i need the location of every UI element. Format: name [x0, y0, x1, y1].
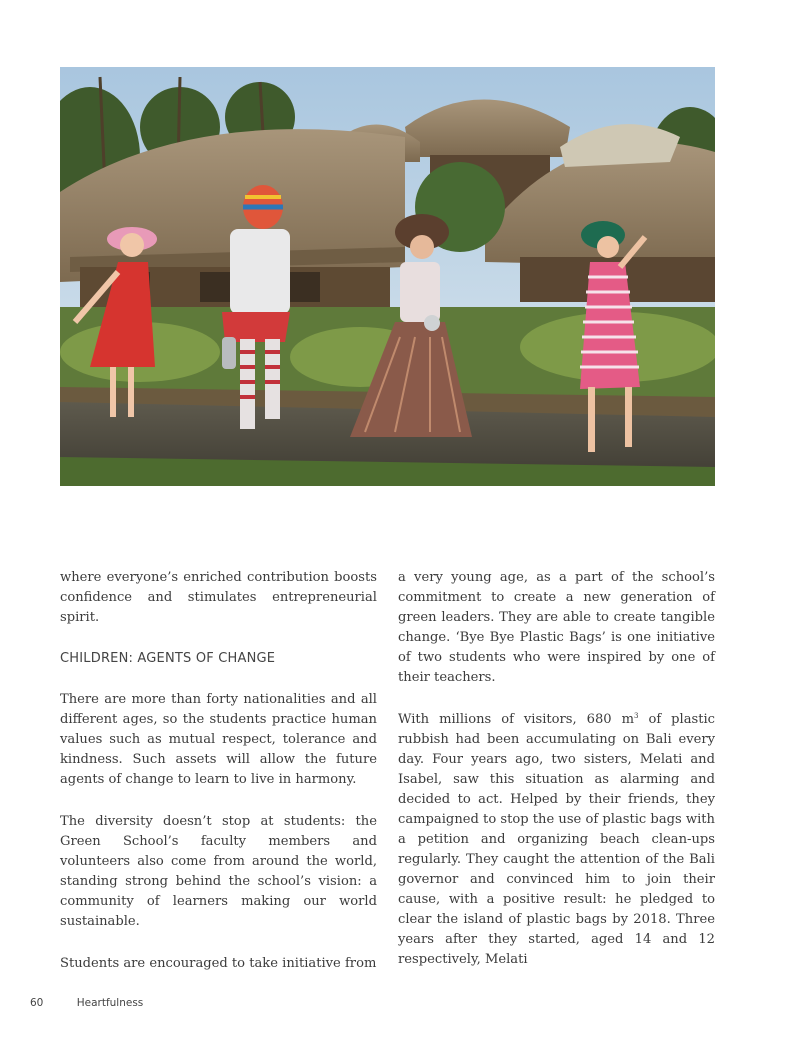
- paragraph: [398, 710, 715, 970]
- page-footer: [30, 997, 143, 1009]
- left-column: [60, 568, 377, 974]
- paragraph: There are more than forty nationalities and all different ages, so the students practice human values such as mutual respect, tolerance and kindness. Such assets will allow the future agents of change to learn to live in harmony.: [60, 692, 377, 787]
- paragraph: Students are encouraged to take initiative from: [60, 956, 377, 971]
- paragraph: where everyone’s enriched contribution boosts confidence and stimulates entrepreneurial spirit.: [60, 570, 377, 625]
- paragraph: The diversity doesn’t stop at students: the Green School’s faculty members and volunteers also come from around the world, standing strong behind the school’s vision: a community of learners making our world sustainable.: [60, 814, 377, 929]
- paragraph-rest: of plastic rubbish had been accumulating on Bali every day. Four years ago, two sisters, Melati and Isabel, saw this situation as alarming and decided to act. Helped by their friends, they campaigned to stop the use of plastic bags with a petition and organizing beach clean-ups regularly. They caught the attention of the Bali governor and convinced him to join their cause, with a positive result: he pledged to clear the island of plastic bags by 2018. Three years after they started, aged 14 and 12 respectively, Melati: [398, 712, 716, 967]
- section-heading: CHILDREN: AGENTS OF CHANGE: [60, 651, 276, 666]
- paragraph-start: With millions of visitors, 680 m: [398, 712, 635, 727]
- hero-photo: [60, 67, 715, 486]
- superscript: 3: [634, 712, 639, 720]
- right-column: [398, 568, 715, 970]
- page-number: 60: [30, 997, 44, 1009]
- publication-name: Heartfulness: [76, 997, 144, 1009]
- paragraph: a very young age, as a part of the school’s commitment to create a new generation of green leaders. They are able to create tangible change. ‘Bye Bye Plastic Bags’ is one initiative of two students who were inspired by one of their teachers.: [398, 570, 715, 685]
